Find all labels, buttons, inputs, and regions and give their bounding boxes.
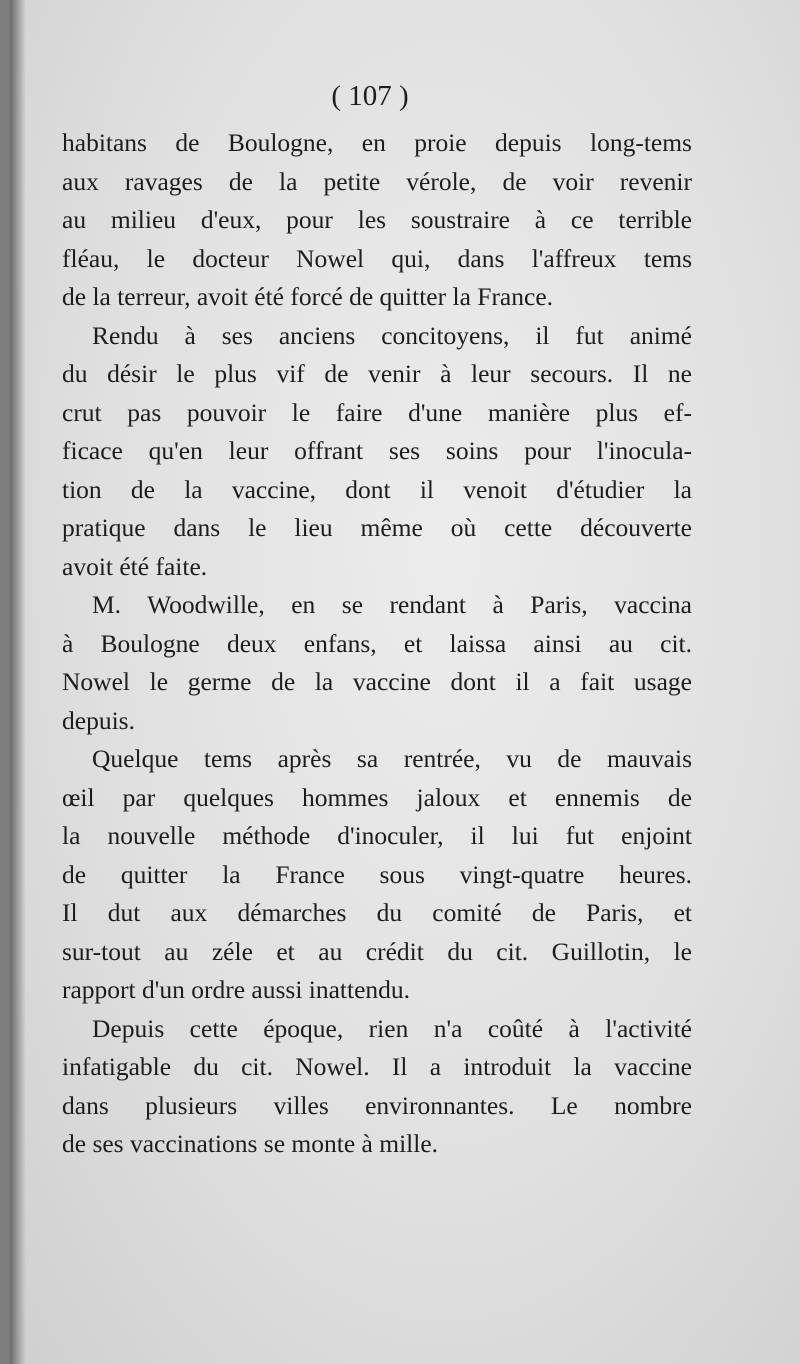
page-number: ( 107 ) [331, 80, 409, 112]
text-line: depuis. [62, 705, 135, 735]
text-line: de ses vaccinations se monte à mille. [62, 1129, 439, 1158]
text-line: la nouvelle méthode d'inoculer, il lui fut enjoint [62, 821, 692, 850]
text-line: crut pas pouvoir le faire d'une manière plus ef- [62, 397, 692, 427]
paragraph [62, 317, 692, 587]
text-line: tion de la vaccine, dont il venoit d'étudier la [62, 474, 692, 504]
paragraph [62, 586, 692, 740]
text-line: dans plusieurs villes environnantes. Le nombre [62, 1090, 692, 1120]
paragraph [62, 740, 692, 1010]
text-line: ficace qu'en leur offrant ses soins pour l'inocula- [62, 436, 692, 465]
text-line: de la terreur, avoit été forcé de quitter la France. [62, 282, 554, 311]
text-line: à Boulogne deux enfans, et laissa ainsi au cit. [62, 628, 692, 658]
text-line: de quitter la France sous vingt-quatre heures. [62, 859, 692, 889]
book-page [10, 0, 800, 1364]
text-line: œil par quelques hommes jaloux et ennemis de [62, 782, 692, 812]
text-line: M. Woodwille, en se rendant à Paris, vaccina [92, 590, 692, 619]
paragraph [62, 1010, 692, 1164]
page-spine-shadow [10, 0, 26, 1364]
text-line: Rendu à ses anciens concitoyens, il fut animé [92, 320, 692, 350]
text-line: habitans de Boulogne, en proie depuis long-tems [62, 128, 692, 157]
text-line: rapport d'un ordre aussi inattendu. [62, 975, 411, 1004]
text-line: avoit été faite. [62, 551, 208, 581]
paragraph [62, 124, 692, 317]
text-line: sur-tout au zéle et au crédit du cit. Guillotin, le [62, 936, 692, 966]
text-line: Quelque tems après sa rentrée, vu de mauvais [92, 744, 692, 773]
text-line: Il dut aux démarches du comité de Paris, et [62, 898, 692, 927]
body-text [62, 124, 692, 1164]
text-line: du désir le plus vif de venir à leur secours. Il ne [62, 359, 692, 388]
text-line: Depuis cette époque, rien n'a coûté à l'activité [92, 1013, 692, 1043]
text-line: infatigable du cit. Nowel. Il a introduit la vaccine [62, 1052, 692, 1081]
text-line: pratique dans le lieu même où cette découverte [62, 513, 692, 542]
text-line: aux ravages de la petite vérole, de voir revenir [62, 166, 692, 196]
text-line: Nowel le germe de la vaccine dont il a fait usage [62, 667, 692, 696]
text-line: au milieu d'eux, pour les soustraire à ce terrible [62, 205, 692, 234]
text-line: fléau, le docteur Nowel qui, dans l'affreux tems [62, 243, 692, 273]
